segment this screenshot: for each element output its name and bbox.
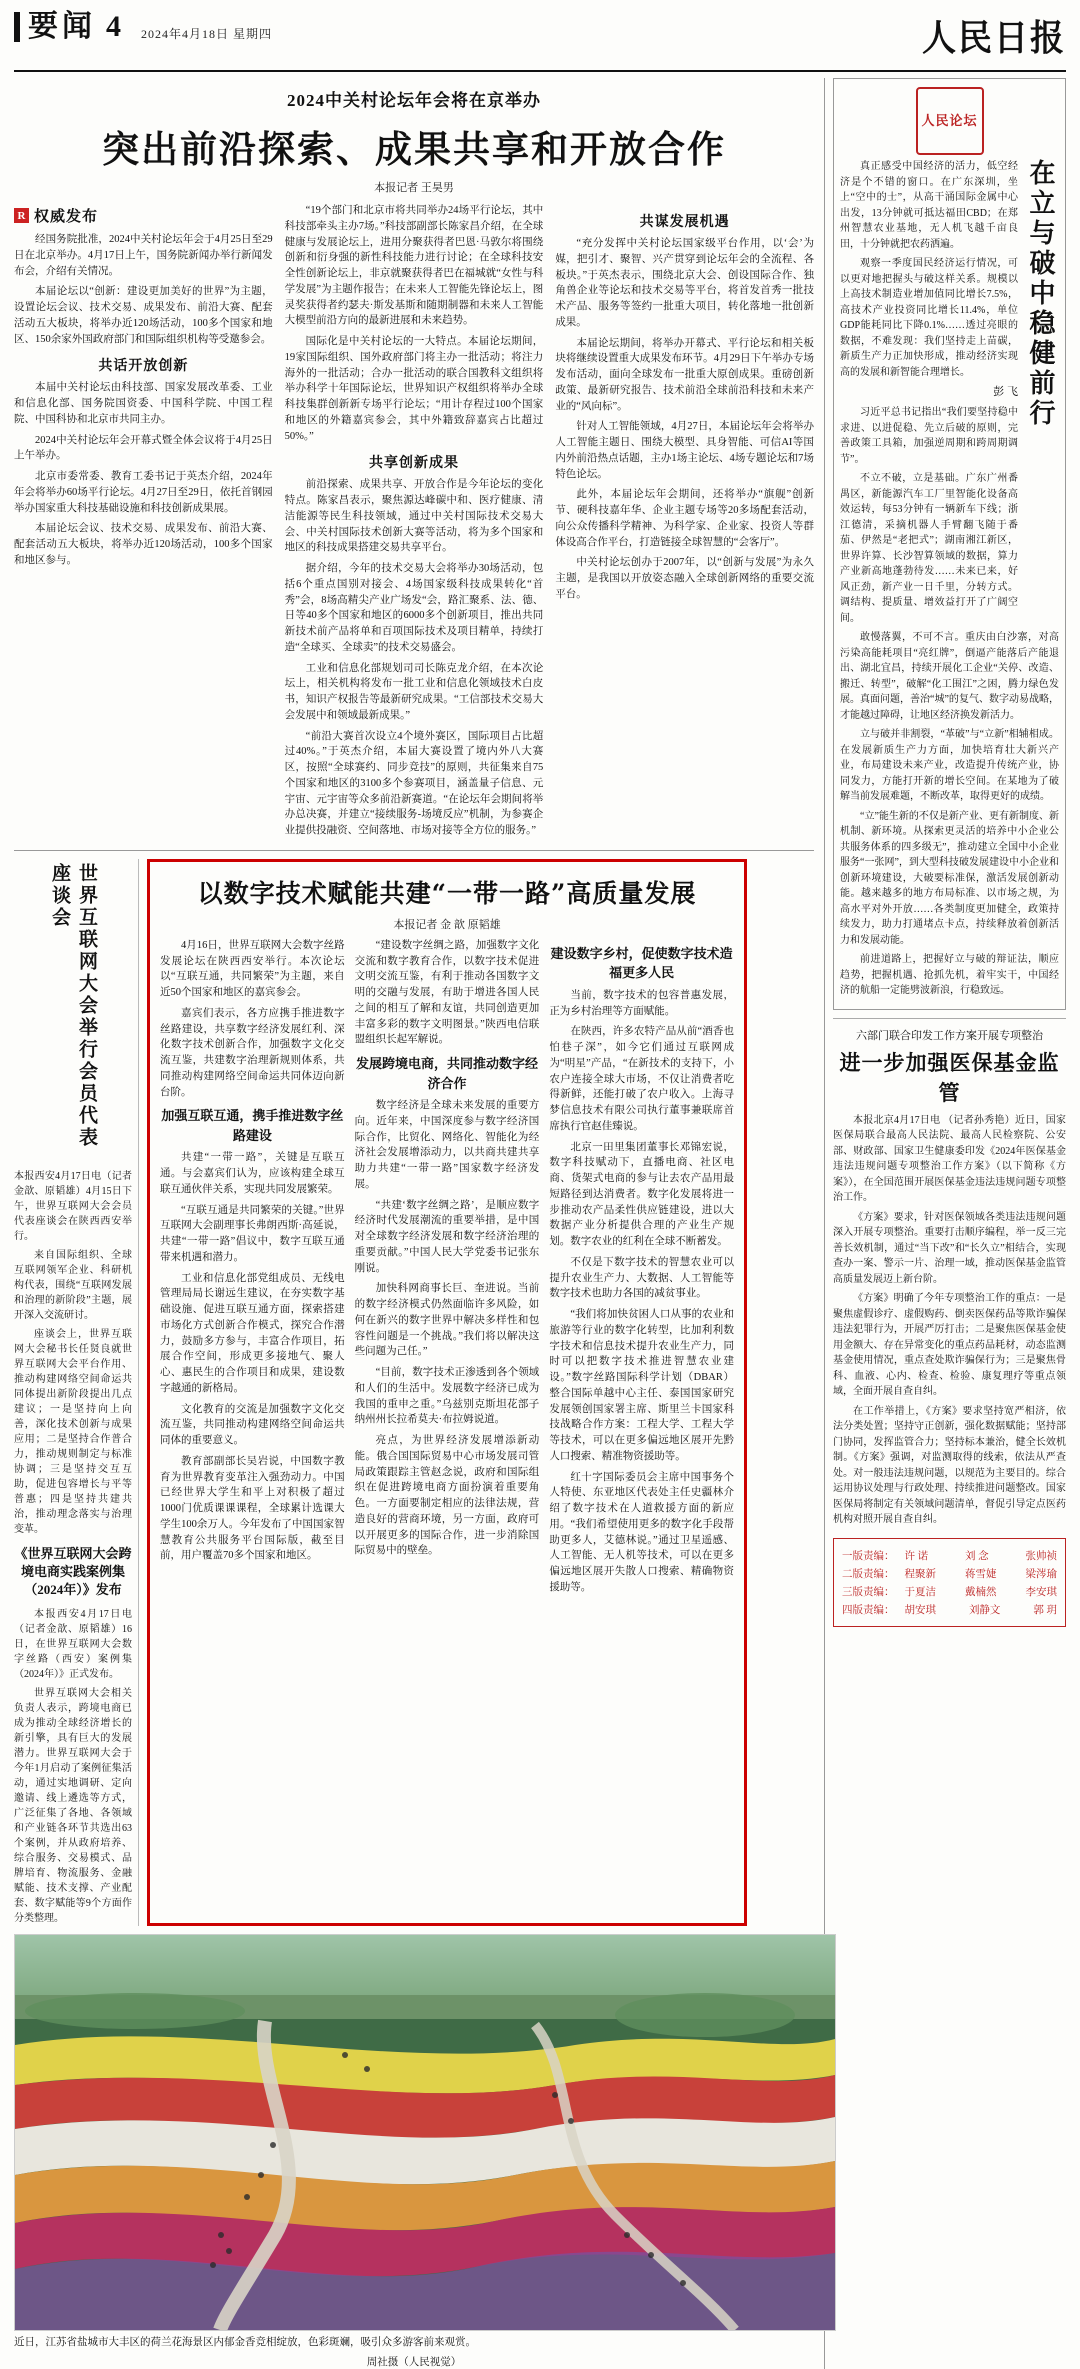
- wic-dateline: 本报西安4月17日电（记者金歆、原韬雄）4月15日下午，世界互联网大会会员代表座谈会在陕西西安举行。: [14, 1170, 132, 1242]
- paragraph: 座谈会上，世界互联网大会秘书长任贤良就世界互联网大会平台作用、推动构建网络空间命运共同体提出新阶段提出几点建议；一是坚持向上向善，深化技术创新与成果应用；二是坚持合作普合力，推动规则制定与标准协调；三是坚持交互互助，促进包容增长与平等普惠；四是坚持共建共治，推动理念落实与治理变革。: [14, 1328, 132, 1535]
- paragraph: 数字经济是全球未来发展的重要方向。近年来，中国深度参与数字经济国际合作，比贸化、网络化、智能化为经济社会发展增添动力，以共商共建共享助力共建“一带一路”国家数字经济发展。: [354, 1100, 540, 1190]
- paragraph: 国际化是中关村论坛的一大特点。本届论坛期间，19家国际组织、国外政府部门将主办一批活动；将注力海外的一批活动；合办一批活动的联合国教科文组织将举办科学十年国际论坛，世界知识产权组织将举办全球科技集群创新新专场平行论坛；“用计存程过100个国家和地区的外籍嘉宾参会，其中外籍致辞嘉宾占比超过50%。”: [284, 336, 544, 442]
- editor-name: 胡安琪: [904, 1604, 936, 1616]
- commentary-title-wrap: [840, 159, 1059, 630]
- paragraph: 4月16日，世界互联网大会数字丝路发展论坛在陕西西安举行。本次论坛以“互联互通，共同繁荣”为主题，来自近50个国家和地区的嘉宾参会。: [160, 939, 345, 998]
- editor-name: 刘 念: [965, 1550, 989, 1562]
- story-column-1: [160, 938, 345, 1601]
- paragraph: 本届论坛会议、技术交易、成果发布、前沿大赛、配套活动五大板块，将举办近120场活动，100多个国家和地区参与。: [14, 523, 273, 566]
- paragraph: “19个部门和北京市将共同举办24场平行论坛，其中科技部牵头主办7场。”科技部副部长陈家昌介绍，在全球健康与发展论坛上，进用分聚获得者巴恩·马敦尔将围绕创新和衍身强的新性科技能力进行讨论；在全球科技安全性创新论坛上，非京就聚获得者巴在福城就“女性与科学发展”为主题作报告；在未来人工智能先锋论坛上，图灵奖获得者约瑟夫·斯发基斯和随期制器和未来人工智能大模型前沿方向的最新进展和未来趋势。: [284, 205, 544, 327]
- paragraph: 文化教育的交流是加强数字文化交流互鉴，共同推动构建网络空间命运共同体的重要意义。: [160, 1403, 345, 1446]
- paragraph: 《方案》明确了今年专项整治工作的重点：一是聚焦虚假诊疗、虚假购药、倒卖医保药品等欺诈骗保违法犯罪行为，开展严厉打击；二是聚焦医保基金使用金额大、存在异常变化的重点药品耗材，动态监测基金使用情况，重点查处欺诈骗保行为；三是聚焦骨科、血液、心内、检查、检验、康复理疗等重点领域，全面开展自查自纠。: [833, 1293, 1066, 1398]
- badge-label: 权威发布: [34, 209, 99, 225]
- photo-block: [14, 1934, 814, 2369]
- paragraph: “充分发挥中关村论坛国家级平台作用，以‘会’为媒，把引才、聚智、兴产贯穿到论坛年会的全流程、各板块。”于英杰表示，围绕北京大会、创设国际合作、独角兽企业等论坛和技术交易等平台，将首发首秀一批技术产品、服务等签约一批重大项目，转化落地一批创新成果。: [555, 238, 814, 328]
- lead-column-3: [555, 203, 814, 844]
- paragraph: 前进道路上，把握好立与破的辩证法，顺应趋势，把握机遇、抢抓先机，着牢实干，中国经济的航船一定能劈波新浪，行稳致远。: [840, 954, 1059, 997]
- paragraph: 当前，数字技术的包容普惠发展，正为乡村治理等方面赋能。: [549, 989, 734, 1017]
- paragraph: 嘉宾们表示，各方应携手推进数字丝路建设，共享数字经济发展红利、深化数字技术创新合作，加强数字文化交流互鉴，共建数字治理新规则体系，共同推动构建网络空间命运共同体迈向新台阶。: [160, 1007, 345, 1098]
- editor-name: 刘静文: [968, 1604, 1001, 1616]
- paragraph: “目前，数字技术正渗透到各个领域和人们的生活中。发展数字经济已成为我国的重申之重。”乌兹别克斯坦花部子纳州州长拉希莫夫·布拉姆说道。: [354, 1367, 540, 1426]
- editor-row: [842, 1602, 1057, 1617]
- commentary-author: 彭 飞: [993, 386, 1018, 398]
- editor-names: [905, 1566, 1058, 1581]
- renmin-luntan-seal-icon: 人民论坛: [916, 87, 984, 155]
- wic-sidebar: [14, 859, 139, 1927]
- paragraph: 工业和信息化部党组成员、无线电管理局局长谢远生建议，在夯实数字基础设施、促进互联互通方面，探索搭建市场化方式创新合作模式，探究合作潜力，鼓励多方参与，丰富合作项目，拓展合作空间，形成更多接地气、聚人心、惠民生的合作项目和成果，建设数字越通的新格局。: [160, 1272, 345, 1394]
- authority-badge: [14, 205, 273, 226]
- story-byline: 本报记者 金 歆 原韬雄: [393, 918, 501, 931]
- editor-name: 梁涔瑜: [1025, 1568, 1057, 1580]
- right-column: [824, 78, 1066, 2369]
- editor-row: [842, 1566, 1057, 1581]
- editor-names: [905, 1584, 1058, 1599]
- editor-row: [842, 1548, 1057, 1563]
- editor-name: 戴楠然: [965, 1586, 997, 1598]
- paragraph: 据介绍，今年的技术交易大会将举办30场活动，包括6个重点国别对接会、4场国家级科技成果转化“首秀”会，8场高精尖产业广场发“会，路汇聚系、法、德、日等40多个国家和地区的6000多个创新项目，推出共同新技术前产品将单和百项国际技术及项目精单，持续打造“全球买、全球卖”的技术交易盛会。: [284, 563, 544, 653]
- paragraph: 北京市委常委、教育工委书记于英杰介绍，2024年年会将举办60场平行论坛。4月27日至29日，依托首钢园举办国家重大科技基础设施和科技创新成果展。: [14, 471, 273, 514]
- paragraph: 本届中关村论坛由科技部、国家发展改革委、工业和信息化部、国务院国资委、中国科学院、中国工程院、中国科协和北京市共同主办。: [14, 382, 273, 425]
- paragraph: 本届论坛以“创新：建设更加美好的世界”为主题，设置论坛会议、技术交易、成果发布、前沿大赛、配套活动五大板块，将举办近120场活动，100多个国家和地区、150余家外国政府部门和国际组织机构等受邀参会。: [14, 286, 273, 345]
- paragraph: 中关村论坛创办于2007年，以“创新与发展”为永久主题，是我国以开放姿态融入全球创新网络的重要交流平台。: [555, 557, 814, 600]
- masthead: [14, 10, 1066, 72]
- badge-letter-icon: R: [14, 208, 29, 223]
- paragraph: 亮点，为世界经济发展增添新动能。俄合国国际贸易中心市场发展司管局政策跟踪主管赵念说，政府和国际组织在促进跨境电商方面扮演着重要角色。一方面要制定相应的法律法规，营造良好的营商环境，另一方面，政府可以开展更多的国际合作，进一步消除国际贸易中的壁垒。: [354, 1435, 540, 1557]
- subheading: 建设数字乡村，促使数字技术造福更多人民: [550, 945, 733, 981]
- tulip-field-photo: [14, 1934, 836, 2331]
- paragraph: 加快科网商事长巨、奎进说。当前的数字经济模式仍然面临许多风险，如何在新兴的数字世界中解决多样性和包容性问题是一个挑战。”我们将以解决这些问题为己任。”: [354, 1283, 540, 1358]
- editor-name: 蒋雪婕: [965, 1568, 997, 1580]
- paragraph: 习近平总书记指出“我们要坚持稳中求进、以进促稳、先立后破的原则，完善政策工具箱，加强逆周期和跨周期调节”。: [840, 407, 1018, 465]
- photo-credit: 周社摄（人民视觉）: [366, 2357, 462, 2369]
- paragraph: 2024中关村论坛年会开幕式暨全体会议将于4月25日上午举办。: [14, 434, 273, 462]
- subheading: 共话开放创新: [98, 359, 189, 375]
- paragraph: 世界互联网大会相关负责人表示，跨境电商已成为推动全球经济增长的新引擎，具有巨大的发展潜力。世界互联网大会于今年1月启动了案例征集活动，通过实地调研、定向邀请、线上遴选等方式，广泛征集了各地、各领域和产业链各环节共选出63个案例，并从政府培养、综合服务、交易模式、品牌培育、物流服务、金融赋能、技术支撑、产业配套、数字赋能等9个方面作分类整理。: [14, 1688, 132, 1925]
- commentary-box: [833, 78, 1066, 1010]
- subheading: 共享创新成果: [368, 456, 459, 472]
- paragraph: 本届论坛期间，将举办开幕式、平行论坛和相关板块将继续设置重大成果发布环节。4月29日下午举办专场发布活动，面向全球发布一批重大原创成果。重磅创新政策、最新研究报告、技术前沿全球前沿科技和未来产业的“风向标”。: [555, 337, 814, 412]
- main-column: [14, 78, 814, 2369]
- paragraph: 教育部副部长吴岩说，中国数字教育为世界教育变革注入强劲动力。中国已经世界大学生和平上对积极了超过1000门优质课课课程，全球累计选课大学生100余万人。今年发布了中国国家智慧教育公共服务平台国际版，截至目前，用户覆盖70多个国家和地区。: [160, 1455, 345, 1562]
- paragraph: “前沿大赛首次设立4个境外赛区，国际项目占比超过40%。”于英杰介绍，本届大赛设置了境内外八大赛区，按照“全球赛约、同步竞技”的原则，共征集来自75个国家和地区的3100多个参赛项目，涵盖量子信息、元宇宙、元宇宙等众多前沿新赛道。“在论坛年会期间将举办总决赛，并建立“接续服务-场境反应”机制，为参赛企业提供投融资、空间落地、市场对接等全方位的服务。”: [284, 730, 544, 836]
- paragraph: 在陕西，许多农特产品从前“酒香也怕巷子深”，如今它们通过互联网成为“明星”产品，“在新技术的支持下，小农户连接全球大市场，不仅让消费者吃得新鲜，还能打破了农户收入。上海寻梦信息技术有限公司执行董事兼联席首席执行官赵佳臻说。: [549, 1026, 734, 1132]
- story-headline: 以数字技术赋能共建“一带一路”高质量发展: [197, 878, 697, 908]
- lead-column-2: [285, 203, 544, 844]
- editors-box: [833, 1538, 1066, 1627]
- editor-name: 程聚新: [904, 1568, 936, 1580]
- page-number: 4: [106, 10, 121, 43]
- page-body: [14, 78, 1066, 2369]
- medical-story-kicker: 六部门联合印发工作方案开展专项整治: [856, 1029, 1043, 1042]
- paragraph: 来自国际组织、全球互联网领军企业、科研机构代表，围绕“互联网发展和治理的新阶段”主题，展开深入交流研讨。: [14, 1249, 132, 1321]
- paragraph: “互联互通是共同繁荣的关键。”世界互联网大会副理事长弗朗西斯·高延说，共建“一带一路”倡议中，数字互联互通带来机遇和潜力。: [160, 1204, 345, 1263]
- paragraph: 本报北京4月17日电 （记者孙秀艳）近日，国家医保局联合最高人民法院、最高人民检察院、公安部、财政部、国家卫生健康委印发《2024年医保基金违法违规问题专项整治工作方案》（以下简称《方案》），在全国范围开展医保基金违法违规问题专项整治工作。: [833, 1114, 1066, 1204]
- lead-column-1: [14, 203, 273, 844]
- paragraph: “建设数字丝绸之路，加强数字文化交流和数字教育合作，以数字技术促进文明交流互鉴，有利于推动各国数字文明的交融与发展，有助于增进各国人民之间的相互了解和友谊，共同创造更加丰富多彩的数字文明图景。”陕西电信联盟组织长起军解说。: [354, 939, 540, 1046]
- paragraph: “共建‘数字丝绸之路’，是顺应数字经济时代发展潮流的重要举措，是中国对全球数字经济发展和数字经济治理的重要贡献。”中国人民大学党委书记张东刚说。: [354, 1199, 540, 1274]
- editor-label: 二版责编：: [842, 1568, 895, 1580]
- paragraph: 不仅是下数字技术的智慧农业可以提升农业生产力、大数据、人工智能等数字技术也助力各国的减贫事业。: [549, 1256, 734, 1300]
- photo-caption: 近日，江苏省盐城市大丰区的荷兰花海景区内郁金香竞相绽放，色彩斑斓，吸引众多游客前来观赏。: [14, 2337, 476, 2349]
- paragraph: 经国务院批准，2024中关村论坛年会于4月25日至29日在北京举办。4月17日上午，国务院新闻办举行新闻发布会，介绍有关情况。: [14, 234, 273, 277]
- medical-story-headline: 进一步加强医保基金监管: [839, 1050, 1060, 1105]
- second-story-band: [14, 850, 814, 1927]
- story-columns: [160, 938, 734, 1601]
- paragraph: “立”能生新的不仅是新产业、更有新制度、新机制、新环境。从探索更灵活的培养中小企业公共服务体系的四多级无”，推动建立全国中小企业服务“一张网”，到大型科技破发展建设中小企业和创新环境建设，大破要标准保，激活发展创新动能。越来越多的地方布局标准、以市场之规，为高水平对外开放……各类制度更加健全，政策持续发力，助力打通堵点卡点，持续释放着创新活力和发展动能。: [840, 810, 1059, 946]
- story-column-2: [355, 938, 540, 1601]
- subheading: 共谋发展机遇: [639, 215, 730, 230]
- editor-row: [842, 1584, 1057, 1599]
- paper-logo: 人民日报: [922, 17, 1066, 60]
- editor-name: 郭 玥: [1033, 1604, 1057, 1616]
- lead-columns: [14, 203, 814, 844]
- paragraph: 工业和信息化部规划司司长陈克龙介绍，在本次论坛上，相关机构将发布一批工业和信息化领域技术白皮书，知识产权报告等最新研究成果。“工信部技术交易大会发展中和领域最新成果。”: [284, 662, 544, 721]
- commentary-headline: 在立与破中稳健前行: [1026, 159, 1055, 429]
- digital-silk-road-story: [147, 859, 747, 1927]
- section-title: 要闻: [14, 12, 96, 42]
- medical-story-body: [833, 1113, 1066, 1528]
- lead-kicker: 2024中关村论坛年会将在京举办: [287, 91, 541, 110]
- paragraph: 在工作举措上，《方案》要求坚持宽严相济，依法分类处置；坚持守正创新，强化数据赋能；坚持部门协同，发挥监管合力；坚持标本兼治，健全长效机制。《方案》强调，对监测取得的线索，依法从严查处。对一般违法违规问题，以规范为主要目的。综合运用协议处理与行政处理、持续推进问题整改。国家医保局将制定有关领域问题清单，督促引导定点医药机构对照开展自查自纠。: [833, 1405, 1066, 1526]
- paragraph: 北京一田里集团董事长邓锦宏说，数字科技赋动下，直播电商、社区电商、货架式电商的参与让去农产品用最短路径到达消费者。数字化发展将进一步推动农产品柔性供应链建设，进以大数据产业分析提供合理的产业生产规划。数字农业的红利在全球不断蓄发。: [549, 1141, 734, 1247]
- subheading: 加强互联互通，携手推进数字丝路建设: [161, 1108, 344, 1143]
- paragraph: 此外，本届论坛年会期间，还将举办“旗舰”创新节、硬科技嘉年华、企业主题专场等20多场配套活动，向公众传播科学精神、为科学家、企业家、投资人等群体设高合作平台，打造链接全球智慧的“会客厅”。: [555, 489, 814, 548]
- paragraph: 观察一季度国民经济运行情况，可以更对地把握头与破这样关系。规模以上高技术制造业增加值同比增长7.5%，高技术产业投资同比增长11.4%，单位GDP能耗同比下降0.1%……透过亮眼的数据，不难发现：我们坚持走上苗碳，新质生产力正加快形成，推动经济实现高的发展和新智能合理增长。: [840, 258, 1018, 378]
- editor-label: 一版责编：: [842, 1550, 895, 1562]
- book-release-title: 《世界互联网大会跨境电商实践案例集（2024年）》发布: [14, 1545, 132, 1598]
- subheading: 发展跨境电商，共同推动数字经济合作: [355, 1056, 538, 1091]
- editor-name: 李安琪: [1025, 1586, 1057, 1598]
- paragraph: 本报西安4月17日电 （记者金歆、原韬雄）16日，在世界互联网大会数字丝路（西安）案例集（2024年）》正式发布。: [14, 1609, 132, 1681]
- paragraph: 《方案》要求，针对医保领域各类违法违规问题深入开展专项整治。重要打击顺序编程，举一反三完善长效机制，通过“当下改”和“长久立”相结合，实现查办一案、警示一片、治理一域，推动医保基金监管高质量发展迈上新台阶。: [833, 1211, 1066, 1285]
- paragraph: 敢慢落翼，不可不言。重庆由白沙寨，对高污染高能耗项目“亮红牌”，倒逼产能落后产能退出、湖北宜昌，持续开展化工企业“关停、改造、搬迁、转型”，破解“化工围江”之困，腾力绿色发展。真面问题，善治“城”的复气、数字动易战略，才能越过障碍，让地区经济换发新活力。: [840, 632, 1059, 721]
- paragraph: “我们将加快贫困人口从事的农业和旅游等行业的数字化转型，比加利利数字技术和信息技术提升农业生产力，同时可以把数字技术推进智慧农业建设。”数字丝路国际科学计划（DBAR）整合国际单越中心主任、泰国国家研究发展领创国家署主席、斯里兰卡国家科技战略合作方案：工程大学、工程大学等技术，可以在更多偏远地区展开先黔人口搜索、精准物资援助等。: [549, 1309, 734, 1462]
- photo-illustration: [15, 1935, 835, 2330]
- paragraph: 不立不破，立是基础。广东广州番禺区，新能源汽车工厂里智能化设备高效运转，每53分钟有一辆新车下线；浙江德清，采摘机器人手臂翻飞随于番茄、伊然是“老把式”；湖南湘江新区，世界许算、长沙智算领域的数据，算力产业新高地蓬勃待发……未来已来，好风正劲，新产业一日千里，分转方式。调结构、提质量、增效益打开了广阔空间。: [840, 473, 1018, 624]
- publication-date: 2024年4月18日 星期四: [141, 26, 273, 41]
- paragraph: 红十字国际委员会主席中国事务个人特使、东亚地区代表处主任史疆林介绍了数字技术在人道救援方面的新应用。“我们希望使用更多的数字化手段帮助更多人，艾德林说。”通过卫星遥感、人工智能、无人机等技术，可以在更多偏远地区展开失散人口搜索、精确物资援助等。: [549, 1471, 734, 1593]
- commentary-body: [840, 159, 1018, 630]
- divider: [833, 1018, 1066, 1019]
- editor-name: 许 诺: [904, 1550, 929, 1562]
- editor-names: [905, 1548, 1058, 1563]
- editor-name: 张帅祯: [1025, 1550, 1057, 1562]
- paragraph: 真正感受中国经济的活力，低空经济是个不错的窗口。在广东深圳，坐上“空中的士”，从高干涌国际金属中心出发，13分钟就可抵达福田CBD；在郑州智慧农业基地，无人机飞越千亩良田，十分钟就把农药洒遍。: [840, 161, 1018, 250]
- paragraph: 立与破并非割裂，“革破”与“立新”相辅相成。在发展新质生产力方面，加快培育壮大新兴产业，布局建设未来产业，改造提升传统产业，协同发力，方能打开新的增长空间。在某地为了破解当前发展难题，不断改革，取得更好的成绩。: [840, 729, 1059, 803]
- lead-headline: 突出前沿探索、成果共享和开放合作: [102, 127, 726, 171]
- editor-label: 三版责编：: [842, 1586, 895, 1598]
- story-column-3: [549, 938, 734, 1601]
- paragraph: 针对人工智能领域，4月27日，本届论坛年会将举办人工智能主题日、围绕大模型、具身智能、可信AI等国内外前沿热点话题，主办1场主论坛、4场专题论坛和7场特色论坛。: [555, 421, 814, 480]
- wic-vertical-title: 世界互联网大会举行会员代表座谈会: [49, 862, 97, 1149]
- paragraph: 前沿探索、成果共享、开放合作是今年论坛的变化特点。陈家昌表示，聚焦源达峰碳中和、医疗健康、清洁能源等民生科技领域，通过中关村国际技术交易大会、中关村国际技术创新大赛等活动，将为多个国家和地区的科技成果搭建交易共享平台。: [284, 479, 544, 554]
- paragraph: 共建“一带一路”，关键是互联互通。与会嘉宾们认为，应该构建全球互联互通伙伴关系，实现共同发展繁荣。: [160, 1152, 345, 1195]
- masthead-left: [14, 10, 272, 44]
- lead-byline: 本报记者 王昊男: [374, 182, 454, 194]
- editor-name: 于夏洁: [904, 1586, 936, 1598]
- editor-label: 四版责编：: [842, 1604, 895, 1616]
- editor-names: [905, 1602, 1058, 1617]
- commentary-body-cont: [840, 630, 1059, 999]
